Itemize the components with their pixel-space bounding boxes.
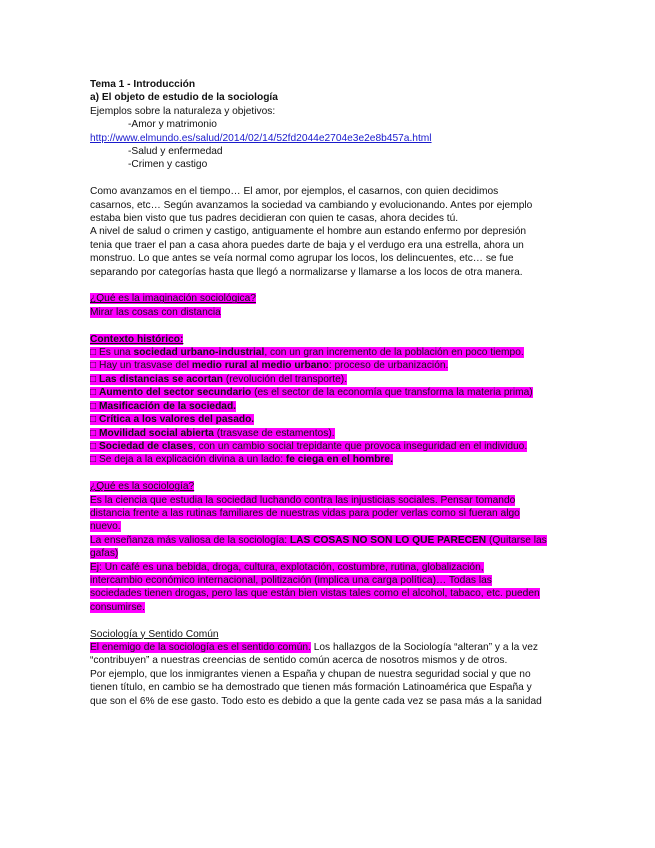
example-crimen: -Crimen y castigo [128, 159, 208, 171]
sociologia-question: ¿Qué es la sociología? [90, 481, 195, 493]
sentido-heading: Sociología y Sentido Común [90, 628, 219, 640]
elmundo-link[interactable]: http://www.elmundo.es/salud/2014/02/14/52fd2044e2704e3e2e8b457a.html [90, 132, 432, 144]
paragraph-line: monstruo. Lo que antes se veía normal como agrupar los locos, los delincuentes, etc… se fue [90, 253, 514, 265]
paragraph-line: Como avanzamos en el tiempo… El amor, por ejemplos, el casarnos, con quien decidimos [90, 186, 499, 198]
sociologia-def-line: distancia frente a las rutinas familiares de nuestras vidas para poder verlas como si fueran algo [90, 507, 520, 519]
paragraph-line: casarnos, etc… Según avanzamos la sociedad va cambiando y evolucionando. Antes por ejemplo [90, 199, 533, 211]
contexto-item: □ Las distancias se acortan (revolución del transporte). [90, 373, 348, 385]
example-salud: -Salud y enfermedad [128, 146, 223, 158]
paragraph-line: estaba bien visto que tus padres decidieran con quien te casas, ahora decides tú. [90, 213, 459, 225]
contexto-item: □ Es una sociedad urbano-industrial, con un gran incremento de la población en poco tiempo. [90, 347, 524, 359]
ejemplo-line: intercambio económico internacional, politización (implica una carga política)… Todas las [90, 574, 492, 586]
bullet-icon: □ [90, 387, 97, 399]
contexto-item: □ Crítica a los valores del pasado. [90, 414, 255, 426]
ejemplo-line: consumirse. [90, 601, 145, 613]
bullet-icon: □ [90, 360, 97, 372]
ejemplo-line: sociedades tienen drogas, pero las que están bien vistas tales como el alcohol, tabaco, etc. pueden [90, 588, 540, 600]
sentido-line1-rest: Los hallazgos de la Sociología “alteran” y a la vez [310, 641, 538, 653]
bullet-icon: □ [90, 427, 97, 439]
bullet-icon: □ [90, 347, 97, 359]
contexto-heading: Contexto histórico: [90, 333, 184, 345]
document-page [90, 78, 570, 708]
sociologia-def-line: nuevo. [90, 521, 121, 533]
bullet-icon: □ [90, 414, 97, 426]
contexto-item: □ Movilidad social abierta (trasvase de estamentos). [90, 427, 335, 439]
bullet-icon: □ [90, 373, 97, 385]
contexto-item: □ Se deja a la explicación divina a un lado: fe ciega en el hombre. [90, 454, 393, 466]
sentido-line: tienen título, en cambio se ha demostrado que tienen más formación Latinoamérica que España y [90, 682, 532, 694]
sociologia-def-line: Es la ciencia que estudia la sociedad luchando contra las injusticias sociales. Pensar tomando [90, 494, 516, 506]
document-title: Tema 1 - Introducción [90, 79, 196, 90]
contexto-item: □ Hay un trasvase del medio rural al medio urbano: proceso de urbanización. [90, 360, 449, 372]
section-subtitle: a) El objeto de estudio de la sociología [90, 92, 278, 104]
sentido-line: “contribuyen” a nuestras creencias de sentido común acerca de nosotros mismos y de otros. [90, 655, 508, 667]
sentido-line: que son el 6% de ese gasto. Todo esto es debido a que la gente cada vez se pasa más a la sanidad [90, 695, 542, 707]
example-amor: -Amor y matrimonio [128, 119, 217, 131]
paragraph-line: A nivel de salud o crimen y castigo, antiguamente el hombre aun estando enfermo por depresión [90, 226, 527, 238]
sentido-line: Por ejemplo, que los inmigrantes vienen a España y chupan de nuestra seguridad social y que no [90, 668, 531, 680]
imaginacion-question: ¿Qué es la imaginación sociológica? [90, 293, 256, 305]
ejemplo-line: Ej: Un café es una bebida, droga, cultura, explotación, costumbre, rutina, globalización, [90, 561, 484, 573]
contexto-item: □ Sociedad de clases, con un cambio social trepidante que provoca inseguridad en el individuo. [90, 440, 528, 452]
bullet-icon: □ [90, 454, 97, 466]
examples-intro: Ejemplos sobre la naturaleza y objetivos: [90, 105, 276, 117]
paragraph-line: tenia que traer el pan a casa ahora puedes darte de baja y el verdugo era una estrella, ahora un [90, 239, 524, 251]
contexto-item: □ Aumento del sector secundario (es el sector de la economía que transforma la materia prima) [90, 387, 533, 399]
contexto-list [90, 346, 570, 467]
contexto-item: □ Masificación de la sociedad. [90, 400, 237, 412]
ensenanza-line: La enseñanza más valiosa de la sociología: LAS COSAS NO SON LO QUE PARECEN (Quitarse las [90, 534, 547, 546]
ensenanza-cont: gafas) [90, 548, 119, 560]
imaginacion-answer: Mirar las cosas con distancia [90, 306, 221, 318]
bullet-icon: □ [90, 400, 97, 412]
sentido-highlight: El enemigo de la sociología es el sentido común. [90, 641, 311, 653]
ensenanza-key: LAS COSAS NO SON LO QUE PARECEN [289, 534, 487, 546]
bullet-icon: □ [90, 440, 97, 452]
paragraph-line: separando por categorías hasta que llegó a normalizarse y llamarse a los locos de otra manera. [90, 266, 523, 278]
